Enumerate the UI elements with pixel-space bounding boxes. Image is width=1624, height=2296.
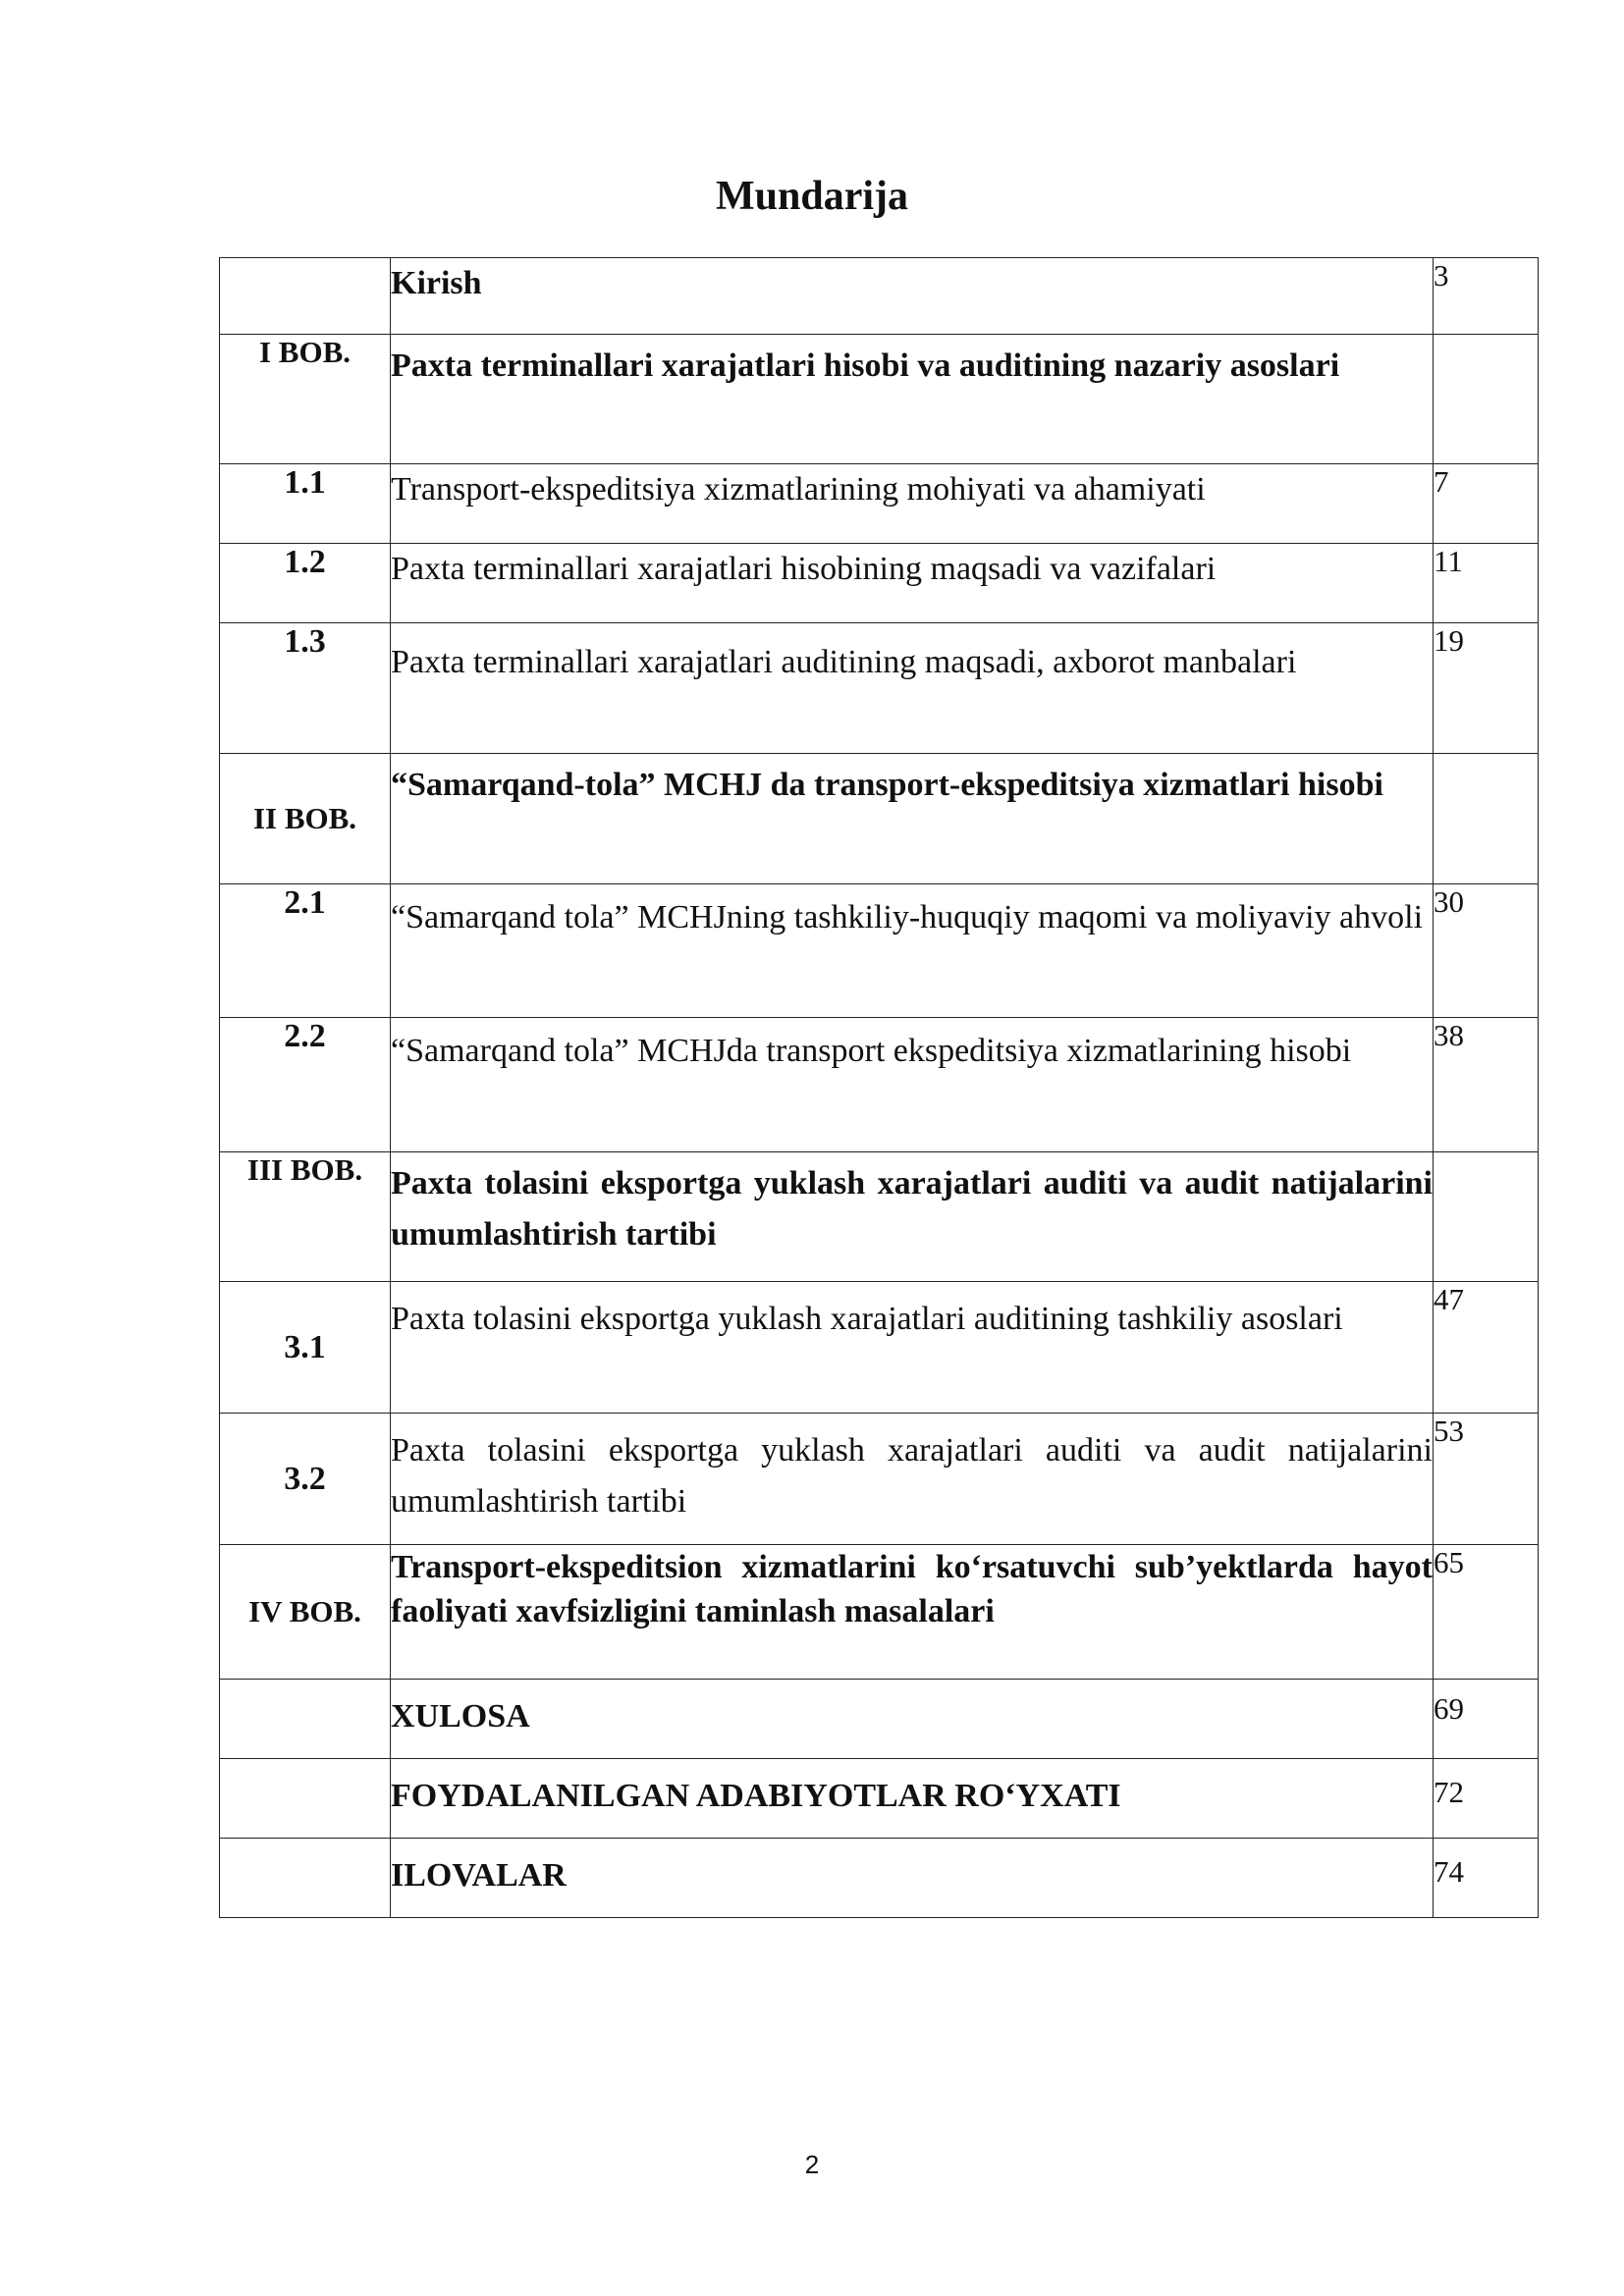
toc-number <box>220 1839 391 1918</box>
toc-row-chapter-4 <box>220 1545 1539 1680</box>
toc-number: I BOB. <box>220 335 391 464</box>
toc-row-1-1 <box>220 464 1539 544</box>
toc-title: “Samarqand tola” MCHJning tashkiliy-huquqiy maqomi va moliyaviy ahvoli <box>391 884 1434 1018</box>
toc-number: 2.1 <box>220 884 391 1018</box>
toc-page: 65 <box>1434 1545 1539 1680</box>
toc-number: 3.2 <box>220 1414 391 1545</box>
toc-page: 69 <box>1434 1680 1539 1759</box>
toc-title: ILOVALAR <box>391 1839 1434 1918</box>
toc-row-chapter-3 <box>220 1152 1539 1282</box>
toc-number <box>220 1680 391 1759</box>
toc-row-chapter-2 <box>220 754 1539 884</box>
toc-number: 1.1 <box>220 464 391 544</box>
toc-row-chapter-1 <box>220 335 1539 464</box>
toc-title: Transport-ekspeditsion xizmatlarini ko‘rsatuvchi sub’yektlarda hayot faoliyati xavfsizligini taminlash masalalari <box>391 1545 1434 1680</box>
toc-row-xulosa <box>220 1680 1539 1759</box>
toc-title: Paxta tolasini eksportga yuklash xarajatlari auditining tashkiliy asoslari <box>391 1282 1434 1414</box>
toc-row-adabiyotlar <box>220 1759 1539 1839</box>
toc-title: Paxta terminallari xarajatlari hisobi va auditining nazariy asoslari <box>391 335 1434 464</box>
toc-title: Paxta tolasini eksportga yuklash xarajatlari auditi va audit natijalarini umumlashtirish tartibi <box>391 1152 1434 1282</box>
toc-page: 53 <box>1434 1414 1539 1545</box>
toc-number: 1.2 <box>220 544 391 623</box>
toc-title: XULOSA <box>391 1680 1434 1759</box>
toc-row-ilovalar <box>220 1839 1539 1918</box>
page-title: Mundarija <box>715 174 908 219</box>
toc-page: 3 <box>1434 258 1539 335</box>
toc-title: Transport-ekspeditsiya xizmatlarining mohiyati va ahamiyati <box>391 464 1434 544</box>
page-number: 2 <box>804 2150 820 2179</box>
toc-row-2-1 <box>220 884 1539 1018</box>
toc-title: FOYDALANILGAN ADABIYOTLAR RO‘YXATI <box>391 1759 1434 1839</box>
toc-number: 1.3 <box>220 623 391 754</box>
table-of-contents <box>219 257 1539 1918</box>
toc-row-1-2 <box>220 544 1539 623</box>
toc-title: “Samarqand-tola” MCHJ da transport-ekspeditsiya xizmatlari hisobi <box>391 754 1434 884</box>
toc-title: Paxta terminallari xarajatlari auditining maqsadi, axborot manbalari <box>391 623 1434 754</box>
toc-title: Paxta terminallari xarajatlari hisobining maqsadi va vazifalari <box>391 544 1434 623</box>
toc-title: Paxta tolasini eksportga yuklash xarajatlari auditi va audit natijalarini umumlashtirish tartibi <box>391 1414 1434 1545</box>
toc-row-3-2 <box>220 1414 1539 1545</box>
toc-number <box>220 1759 391 1839</box>
toc-page: 38 <box>1434 1018 1539 1152</box>
toc-page <box>1434 335 1539 464</box>
toc-page: 19 <box>1434 623 1539 754</box>
toc-number: II BOB. <box>220 754 391 884</box>
toc-page <box>1434 1152 1539 1282</box>
toc-row-3-1 <box>220 1282 1539 1414</box>
toc-page: 74 <box>1434 1839 1539 1918</box>
toc-number: 2.2 <box>220 1018 391 1152</box>
toc-title: “Samarqand tola” MCHJda transport ekspeditsiya xizmatlarining hisobi <box>391 1018 1434 1152</box>
toc-number: IV BOB. <box>220 1545 391 1680</box>
toc-row-kirish <box>220 258 1539 335</box>
toc-title: Kirish <box>391 258 1434 335</box>
toc-number <box>220 258 391 335</box>
toc-page <box>1434 754 1539 884</box>
toc-number: 3.1 <box>220 1282 391 1414</box>
toc-page: 7 <box>1434 464 1539 544</box>
toc-page: 47 <box>1434 1282 1539 1414</box>
toc-row-2-2 <box>220 1018 1539 1152</box>
toc-page: 11 <box>1434 544 1539 623</box>
toc-number: III BOB. <box>220 1152 391 1282</box>
toc-page: 30 <box>1434 884 1539 1018</box>
toc-page: 72 <box>1434 1759 1539 1839</box>
toc-row-1-3 <box>220 623 1539 754</box>
